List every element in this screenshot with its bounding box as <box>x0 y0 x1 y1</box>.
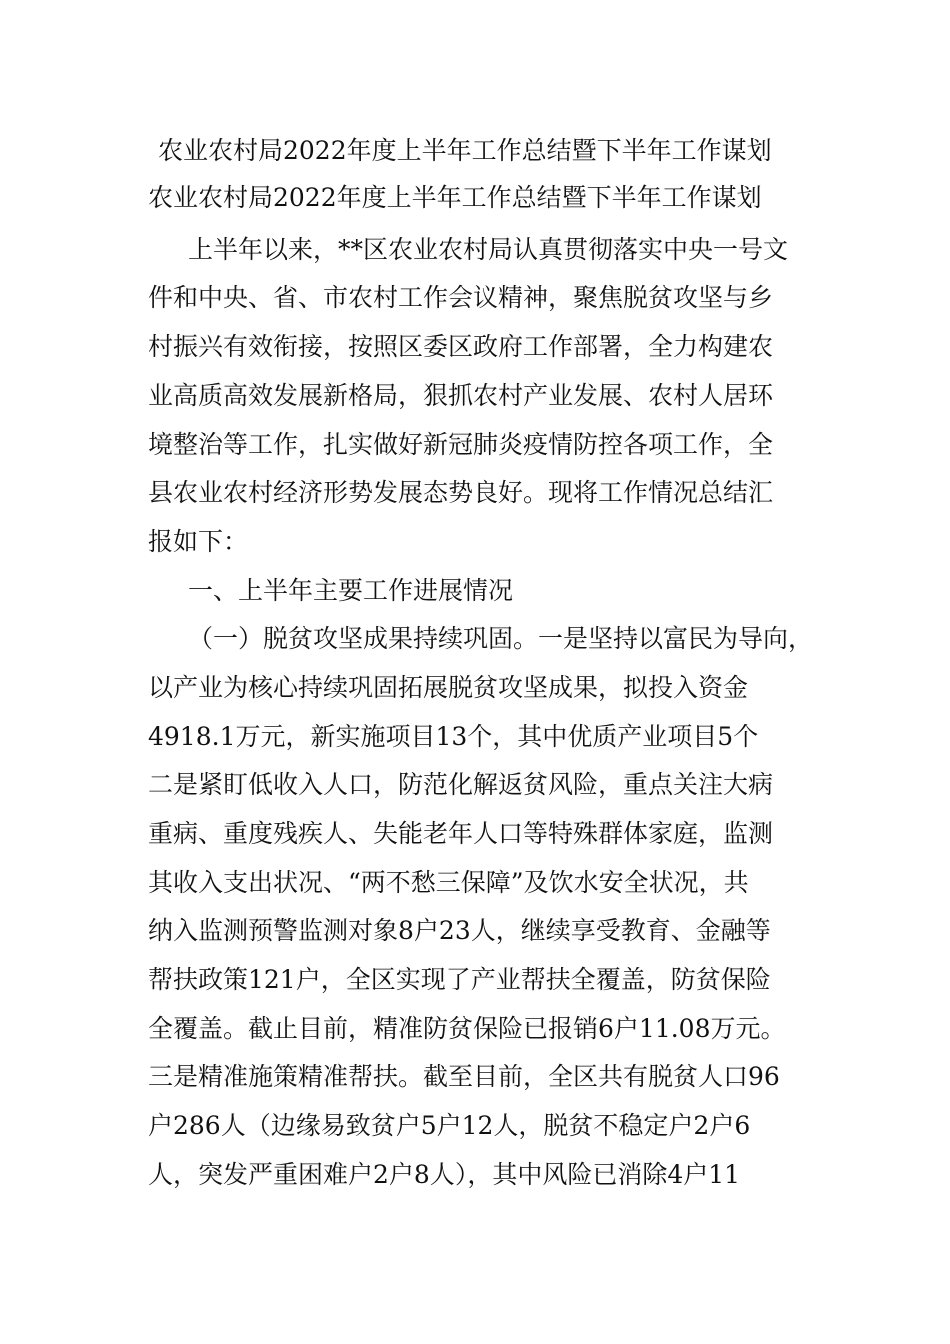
paragraph-line: 其收入支出状况、“两不愁三保障”及饮水安全状况，共 <box>148 868 749 897</box>
paragraph-line: 境整治等工作，扎实做好新冠肺炎疫情防控各项工作，全 <box>148 430 774 459</box>
paragraph-line: 重病、重度残疾人、失能老年人口等特殊群体家庭，监测 <box>148 819 774 848</box>
paragraph-line: 纳入监测预警监测对象8户23人，继续享受教育、金融等 <box>148 916 771 945</box>
document-title-repeat: 农业农村局2022年度上半年工作总结暨下半年工作谋划 <box>148 183 762 212</box>
paragraph-line: 以产业为核心持续巩固拓展脱贫攻坚成果，拟投入资金 <box>148 673 749 702</box>
paragraph-line: 4918.1万元，新实施项目13个，其中优质产业项目5个 <box>148 722 759 751</box>
paragraph-line: 业高质高效发展新格局，狠抓农村产业发展、农村人居环 <box>148 381 774 410</box>
paragraph-line: 帮扶政策121户，全区实现了产业帮扶全覆盖，防贫保险 <box>148 965 771 994</box>
paragraph-line: 村振兴有效衔接，按照区委区政府工作部署，全力构建农 <box>148 332 774 361</box>
paragraph-line: 三是精准施策精准帮扶。截至目前，全区共有脱贫人口96 <box>148 1062 780 1091</box>
paragraph-line: （一）脱贫攻坚成果持续巩固。一是坚持以富民为导向， <box>188 624 814 653</box>
paragraph-line: 全覆盖。截止目前，精准防贫保险已报销6户11.08万元。 <box>148 1014 786 1043</box>
paragraph-line: 县农业农村经济形势发展态势良好。现将工作情况总结汇 <box>148 478 774 507</box>
paragraph-line: 二是紧盯低收入人口，防范化解返贫风险，重点关注大病 <box>148 770 774 799</box>
section-heading: 一、上半年主要工作进展情况 <box>188 576 514 605</box>
paragraph-line: 报如下： <box>148 527 249 556</box>
paragraph-line: 户286人（边缘易致贫户5户12人，脱贫不稳定户2户6 <box>148 1111 751 1140</box>
paragraph-line: 上半年以来，**区农业农村局认真贯彻落实中央一号文 <box>188 235 789 264</box>
document-title: 农业农村局2022年度上半年工作总结暨下半年工作谋划 <box>158 136 772 165</box>
paragraph-line: 人，突发严重困难户2户8人），其中风险已消除4户11 <box>148 1160 741 1189</box>
paragraph-line: 件和中央、省、市农村工作会议精神，聚焦脱贫攻坚与乡 <box>148 283 774 312</box>
